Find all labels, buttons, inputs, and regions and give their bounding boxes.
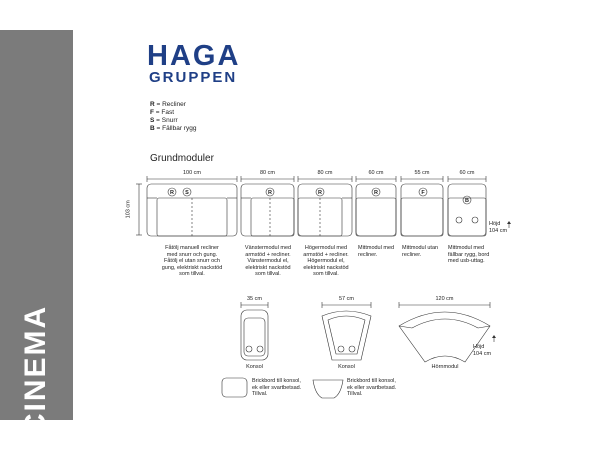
brand-logo-line2: GRUPPEN: [149, 69, 238, 86]
module-description: Vänstermodul med armstöd + recliner. Vänstermodul el, elektriskt nackstöd som tillval.: [244, 245, 292, 278]
dimension-label: 60 cm: [459, 170, 475, 176]
module-description: Mittmodul utan recliner.: [402, 245, 439, 258]
brand-logo-line1: HAGA: [147, 40, 241, 72]
badge-label: R: [318, 190, 322, 196]
badge-label: R: [374, 190, 378, 196]
dimension-label: 60 cm: [368, 170, 384, 176]
module-description: Fåtölj manuell recliner med snurr och gung. Fåtölj el utan snurr och gung, elektriskt nackstöd som tillval.: [161, 245, 223, 278]
module-label: Konsol: [246, 364, 263, 370]
module-description: Mittmodul med recliner.: [358, 245, 395, 258]
legend-item: F = Fast: [150, 109, 175, 116]
dimension-label: 100 cm: [182, 170, 202, 176]
badge-label: R: [268, 190, 272, 196]
module-label: Konsol: [338, 364, 355, 370]
dimension-label: 57 cm: [339, 296, 354, 302]
accessory-description: Brickbord till konsol, ek eller svartbetsad. Tillval.: [252, 378, 302, 398]
section-title: Grundmoduler: [150, 153, 214, 164]
badge-label: R: [170, 190, 174, 196]
badge-label: B: [465, 198, 469, 204]
legend-item: R = Recliner: [150, 101, 186, 108]
sidebar-title: CINEMA: [19, 304, 52, 436]
dimension-label: 35 cm: [247, 296, 262, 302]
height-label: Höjd 104 cm: [473, 344, 492, 357]
badge-label: S: [185, 190, 189, 196]
module-label: Hörnmodul: [431, 364, 459, 370]
module-description: Mittmodul med fällbar rygg, bord med usb-uttag.: [448, 245, 490, 265]
height-label: 103 cm: [125, 200, 132, 219]
accessory-description: Brickbord till konsol, ek eller svartbetsad. Tillval.: [347, 378, 397, 398]
legend-item: B = Fällbar rygg: [150, 125, 197, 132]
module-description: Högermodul med armstöd + recliner. Högermodul el, elektriskt nackstöd som tillval.: [303, 245, 349, 278]
legend-item: S = Snurr: [150, 117, 178, 124]
dimension-label: 120 cm: [435, 296, 454, 302]
dimension-label: 55 cm: [414, 170, 430, 176]
height-label: Höjd 104 cm: [489, 221, 508, 234]
badge-label: F: [421, 190, 425, 196]
dimension-label: 80 cm: [317, 170, 333, 176]
dimension-label: 80 cm: [260, 170, 275, 176]
